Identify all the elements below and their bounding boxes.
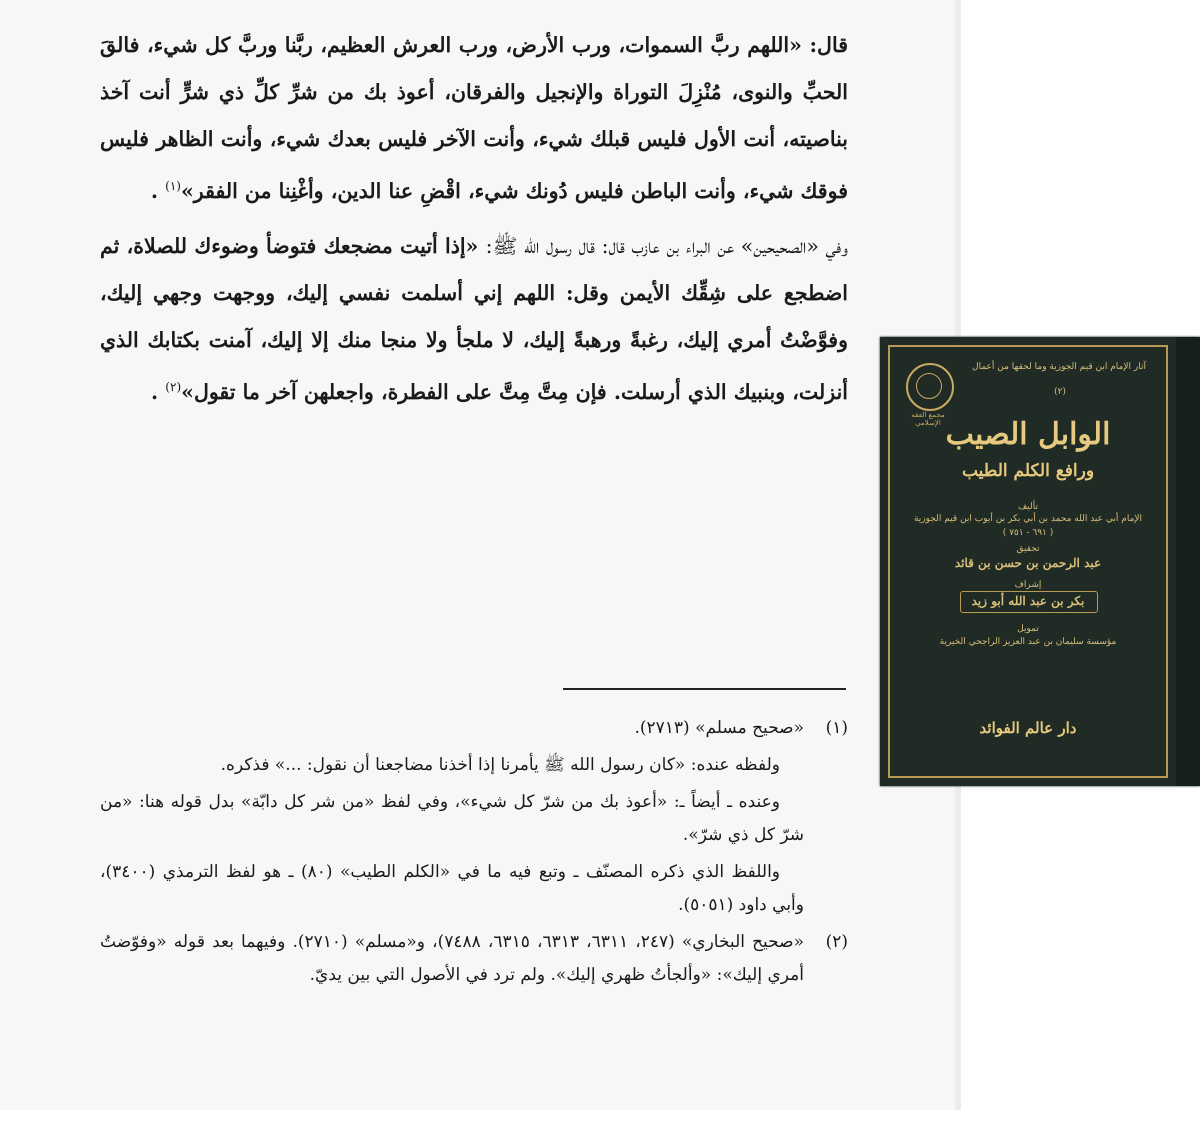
cover-spine xyxy=(1176,337,1200,786)
book-cover-image xyxy=(880,337,1200,786)
cover-publisher: دار عالم الفوائد xyxy=(979,719,1077,737)
paragraph-1-text: قال: «اللهم ربَّ السموات، ورب الأرض، ورب العرش العظيم، ربَّنا وربَّ كل شيء، فالقَ الحبِّ والنوى، مُنْزِلَ التوراة والإنجيل والفرقان، أعوذ بك من شرِّ كلِّ ذي شرٍّ أنت آخذ بناصيته، أنت الأول فليس قبلك شيء، وأنت الآخر فليس بعدك شيء، وأنت الظاهر فليس فوقك شيء، وأنت الباطن فليس دُونك شيء، اقْضِ عنا الدين، وأغْنِنا من الفقر» xyxy=(100,33,848,203)
main-text-column xyxy=(100,22,848,416)
cover-editor-label: تحقيق xyxy=(1016,544,1040,554)
footnote-ref-1[interactable]: (١) xyxy=(165,179,181,193)
cover-title: الوابل الصيب xyxy=(945,417,1111,452)
cover-editor: عبد الرحمن بن حسن بن قائد xyxy=(954,556,1102,570)
footnote-ref-2[interactable]: (٢) xyxy=(165,379,182,394)
footnote-line: «صحيح البخاري» (٢٤٧، ٦٣١١، ٦٣١٣، ٦٣١٥، ٧٤٨٨)، و«مسلم» (٢٧١٠). وفيهما بعد قوله «وفوّضتُ أمري إليك»: «وألجأتُ ظهري إليك». ولم ترد في الأصول التي بين يديّ. xyxy=(100,932,804,985)
cover-author-label: تأليف xyxy=(1017,502,1039,512)
footnote-line: ولفظه عنده: «كان رسول الله ﷺ يأمرنا إذا أخذنا مضاجعنا أن نقول: ...» فذكره. xyxy=(220,755,780,775)
footnote-divider xyxy=(563,688,846,690)
paragraph-1-end: . xyxy=(150,178,158,203)
cover-series-number: (٢) xyxy=(1054,387,1066,397)
cover-years: ( ٦٩١ - ٧٥١ ) xyxy=(1002,528,1054,538)
cover-funder: مؤسسة سليمان بن عبد العزيز الراجحي الخيرية xyxy=(939,637,1117,647)
footnote-line: «صحيح مسلم» (٢٧١٣). xyxy=(634,718,804,738)
footnote-2 xyxy=(100,926,848,996)
footnote-line: واللفظ الذي ذكره المصنّف ـ وتبع فيه ما في «الكلم الطيب» (٨٠) ـ هو لفظ الترمذي (٣٤٠٠)، وأبي داود (٥٠٥١). xyxy=(100,862,804,915)
paragraph-1 xyxy=(100,22,848,215)
footnote-number: (١) xyxy=(825,718,848,738)
paragraph-2-lead: وفي «الصحيحين» عن البراء بن عازب قال: قال رسول الله ﷺ: xyxy=(485,233,848,258)
footnote-line: وعنده ـ أيضاً ـ: «أعوذ بك من شرّ كل شيء»، وفي لفظ «من شر كل دابّة» بدل قوله هنا: «من شرّ كل ذي شرّ». xyxy=(100,792,804,845)
paragraph-2-end: . xyxy=(151,379,159,404)
cover-funder-label: تمويل xyxy=(1017,624,1039,634)
cover-author: الإمام أبي عبد الله محمد بن أبي بكر بن أيوب ابن قيم الجوزية xyxy=(913,514,1143,524)
footnote-1 xyxy=(100,712,848,926)
cover-series: آثار الإمام ابن قيم الجوزية وما لحقها من أعمال xyxy=(972,362,1146,372)
footnote-number: (٢) xyxy=(825,932,848,952)
footnotes xyxy=(100,712,848,996)
paragraph-2-quote: «إذا أتيت مضجعك فتوضأ وضوءك للصلاة، ثم اضطجع على شِقِّك الأيمن وقل: اللهم إني أسلمت نفسي إليك، ووجهت وجهي إليك، وفوَّضْتُ أمري إليك، رغبةً ورهبةً إليك، لا ملجأ ولا منجا منك إلا إليك، آمنت بكتابك الذي أنزلت، وبنبيك الذي أرسلت. فإن مِتَّ مِتَّ على الفطرة، واجعلهن آخر ما تقول» xyxy=(100,233,848,404)
cover-supervisor-label: إشراف xyxy=(1014,580,1042,590)
seal-caption: مجمع الفقه الإسلامي xyxy=(911,411,945,427)
cover-subtitle: ورافع الكلم الطيب xyxy=(961,461,1095,481)
cover-supervisor: بكر بن عبد الله أبو زيد xyxy=(971,594,1085,608)
paragraph-2 xyxy=(100,223,848,416)
seal-logo-icon xyxy=(906,363,954,411)
